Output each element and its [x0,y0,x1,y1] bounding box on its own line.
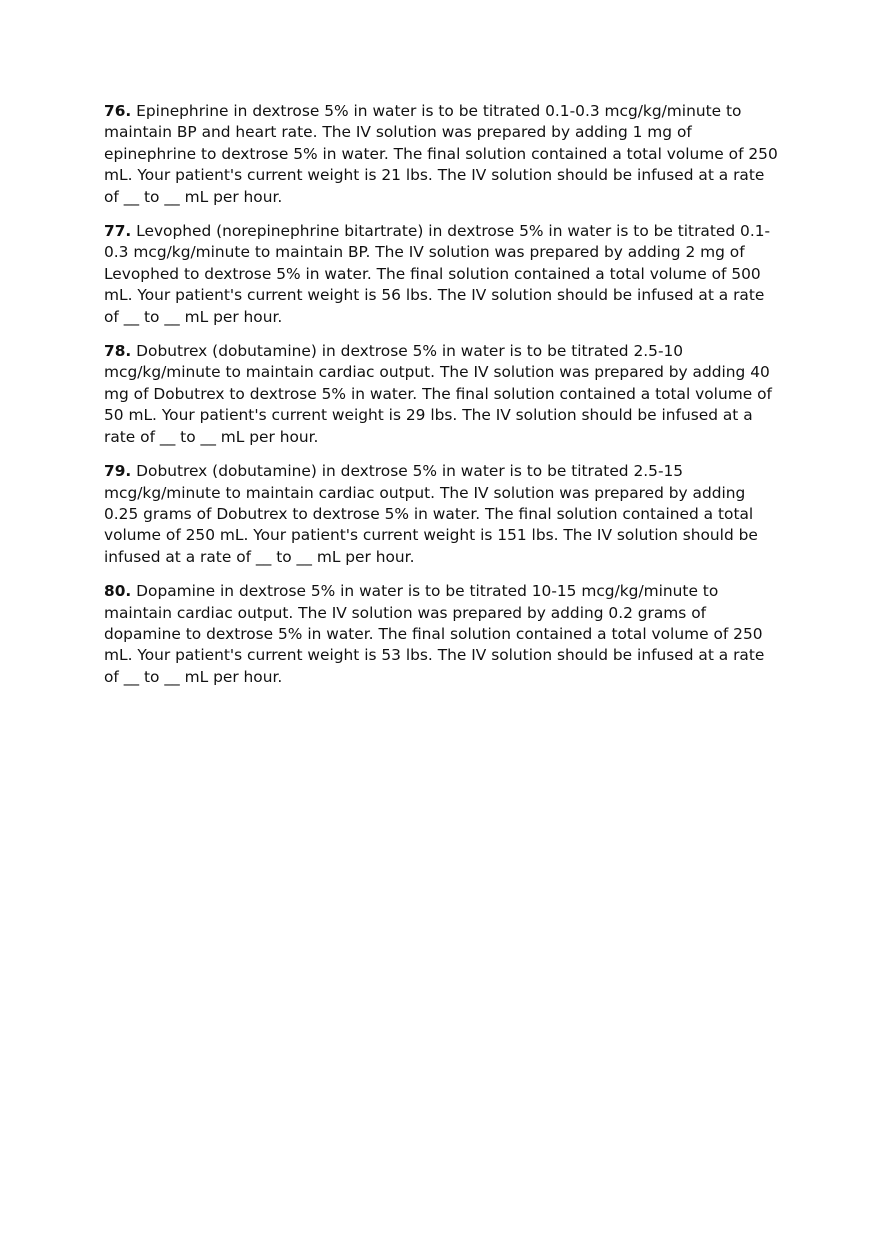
question-number: 79. [104,462,132,481]
question-text: Dobutrex (dobutamine) in dextrose 5% in water is to be titrated 2.5-15 mcg/kg/minute to maintain cardiac output. The IV solution was prepared by adding 0.25 grams of Dobutrex to dextrose 5% in water. The final solution contained a total volume of 250 mL. Your patient's current weight is 151 lbs. The IV solution should be infused at a rate of __ to __ mL per hour. [104,462,758,566]
question-number: 78. [104,342,132,361]
question-text: Levophed (norepinephrine bitartrate) in dextrose 5% in water is to be titrated 0.1-0.3 mcg/kg/minute to maintain BP. The IV solution was prepared by adding 2 mg of Levophed to dextrose 5% in water. The final solution contained a total volume of 500 mL. Your patient's current weight is 56 lbs. The IV solution should be infused at a rate of __ to __ mL per hour. [104,222,771,326]
question-80 [104,581,784,688]
question-79 [104,461,784,568]
question-text: Dobutrex (dobutamine) in dextrose 5% in water is to be titrated 2.5-10 mcg/kg/minute to maintain cardiac output. The IV solution was prepared by adding 40 mg of Dobutrex to dextrose 5% in water. The final solution contained a total volume of 50 mL. Your patient's current weight is 29 lbs. The IV solution should be infused at a rate of __ to __ mL per hour. [104,342,772,446]
document-page [104,101,784,701]
question-text: Dopamine in dextrose 5% in water is to be titrated 10-15 mcg/kg/minute to maintain cardiac output. The IV solution was prepared by adding 0.2 grams of dopamine to dextrose 5% in water. The final solution contained a total volume of 250 mL. Your patient's current weight is 53 lbs. The IV solution should be infused at a rate of __ to __ mL per hour. [104,582,765,686]
question-78 [104,341,784,448]
question-77 [104,221,784,328]
question-number: 77. [104,222,132,241]
question-number: 80. [104,582,132,601]
question-76 [104,101,784,208]
question-number: 76. [104,102,132,120]
question-text: Epinephrine in dextrose 5% in water is to be titrated 0.1-0.3 mcg/kg/minute to maintain BP and heart rate. The IV solution was prepared by adding 1 mg of epinephrine to dextrose 5% in water. The final solution contained a total volume of 250 mL. Your patient's current weight is 21 lbs. The IV solution should be infused at a rate of __ to __ mL per hour. [104,102,778,206]
